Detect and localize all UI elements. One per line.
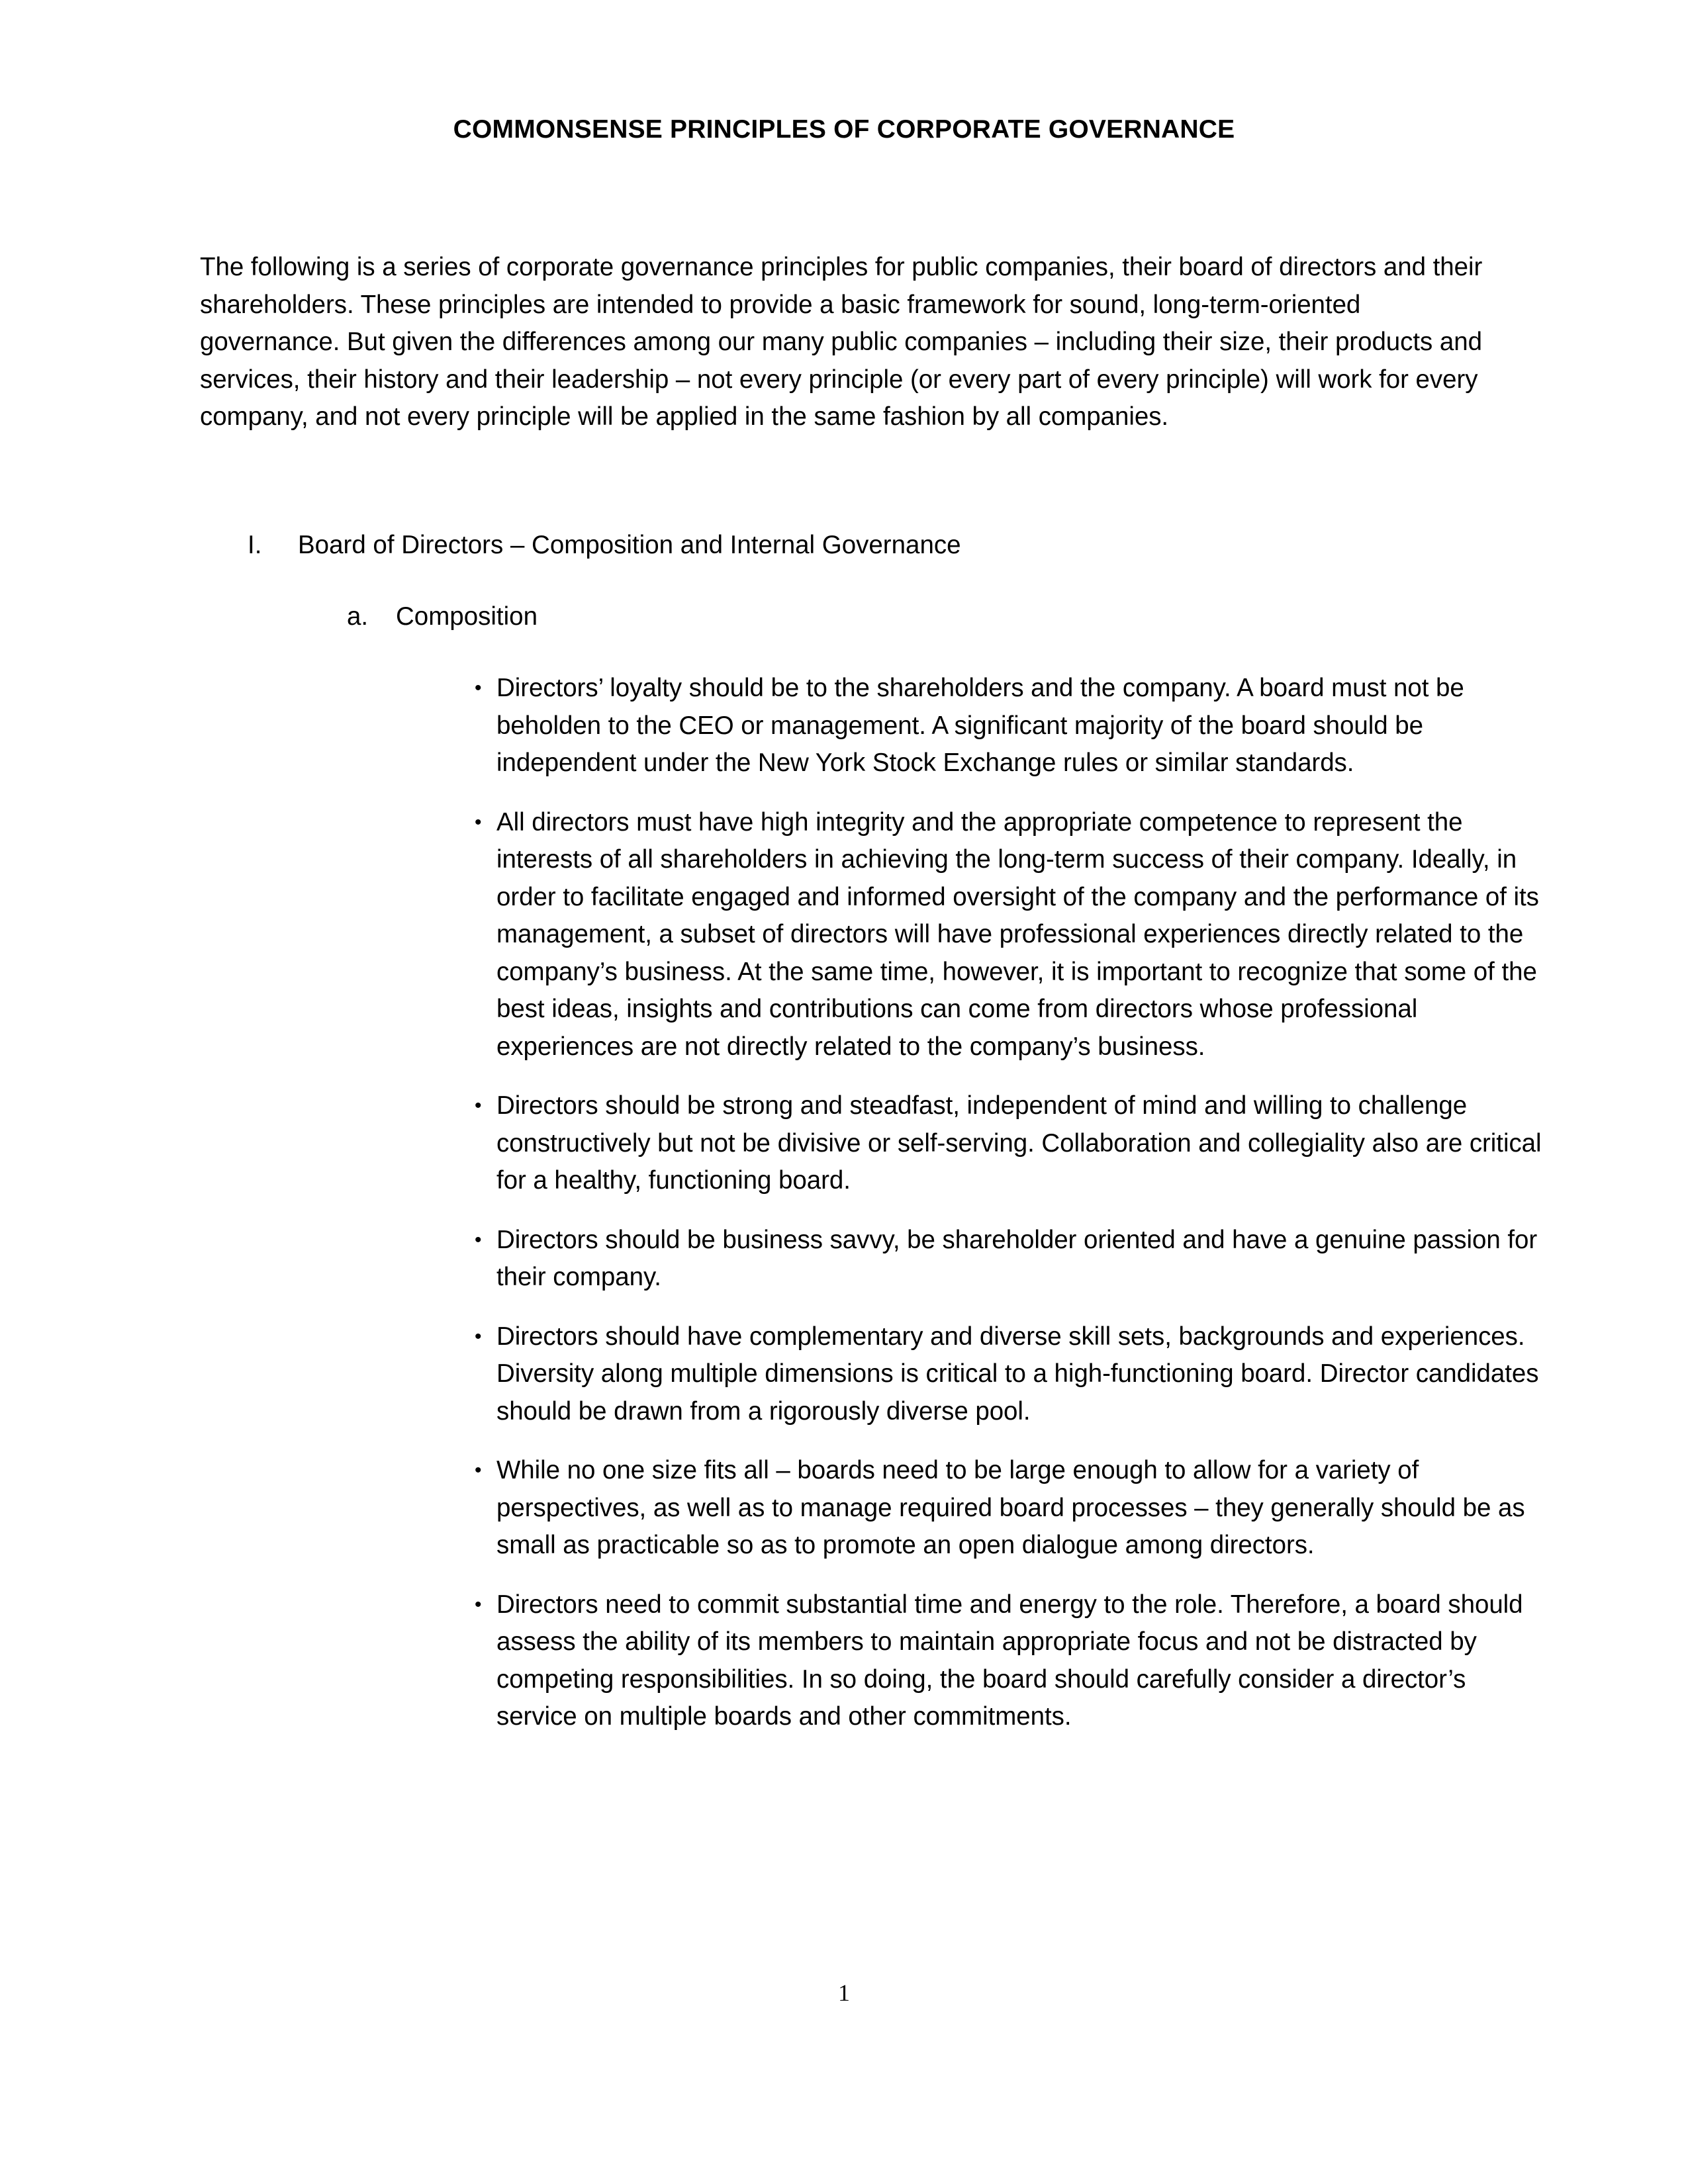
subsection-heading-text: Composition [396,602,538,631]
list-item [200,1452,1544,1565]
bullet-point-icon: • [475,1593,482,1615]
section-marker: I. [248,531,262,559]
list-item [200,1586,1544,1736]
section-heading-i [200,527,1494,565]
bullet-point-icon: • [475,811,482,833]
bullet-point-icon: • [475,1095,482,1116]
list-item [200,1087,1544,1200]
list-item [200,1222,1544,1297]
list-item-text: Directors should be business savvy, be shareholder oriented and have a genuine passion for their company. [496,1225,1538,1291]
bullet-point-icon: • [475,1459,482,1481]
intro-section [200,249,1494,436]
list-item-text: Directors need to commit substantial time and energy to the role. Therefore, a board should assess the ability of its members to maintain appropriate focus and not be distracted by competing responsibilities. In so doing, the board should carefully consider a director’s service on multiple boards and other commitments. [496,1590,1523,1731]
bullet-point-icon: • [475,677,482,699]
composition-bullet-list [200,670,1544,1736]
subsection-marker: a. [347,602,369,631]
list-item [200,804,1544,1066]
bullet-point-icon: • [475,1228,482,1251]
list-item-text: While no one size fits all – boards need to be large enough to allow for a variety of perspectives, as well as to manage required board processes – they generally should be as small as practicable so as to promote an open dialogue among directors. [496,1456,1525,1559]
intro-paragraph: The following is a series of corporate governance principles for public companies, their board of directors and their shareholders. These principles are intended to provide a basic framework for sound, long-term-oriented governance. But given the differences among our many public companies – including their size, their products and services, their history and their leadership – not every principle (or every part of every principle) will work for every company, and not every principle will be applied in the same fashion by all companies. [200,253,1483,431]
section-heading-text: Board of Directors – Composition and Internal Governance [298,531,961,559]
page-title: COMMONSENSE PRINCIPLES OF CORPORATE GOVERNANCE [453,115,1235,144]
page-number: 1 [838,1979,850,2006]
bullet-point-icon: • [475,1325,482,1347]
subsection-heading-a [200,598,1494,636]
list-item-text: Directors should be strong and steadfast, independent of mind and willing to challenge constructively but not be divisive or self-serving. Collaboration and collegiality also are critical for a healthy, functioning board. [496,1091,1542,1195]
list-item-text: Directors should have complementary and diverse skill sets, backgrounds and experiences. Diversity along multiple dimensions is critical to a high-functioning board. Director candidates should be drawn from a rigorously diverse pool. [496,1322,1539,1426]
list-item-text: Directors’ loyalty should be to the shareholders and the company. A board must not be beholden to the CEO or management. A significant majority of the board should be independent under the New York Stock Exchange rules or similar standards. [496,674,1464,777]
list-item [200,670,1544,782]
list-item [200,1318,1544,1431]
list-item-text: All directors must have high integrity and the appropriate competence to represent the interests of all shareholders in achieving the long-term success of their company. Ideally, in order to facilitate engaged and informed oversight of the company and the performance of its management, a subset of directors will have professional experiences directly related to the company’s business. At the same time, however, it is important to recognize that some of the best ideas, insights and contributions can come from directors whose professional experiences are not directly related to the company’s business. [496,807,1539,1061]
